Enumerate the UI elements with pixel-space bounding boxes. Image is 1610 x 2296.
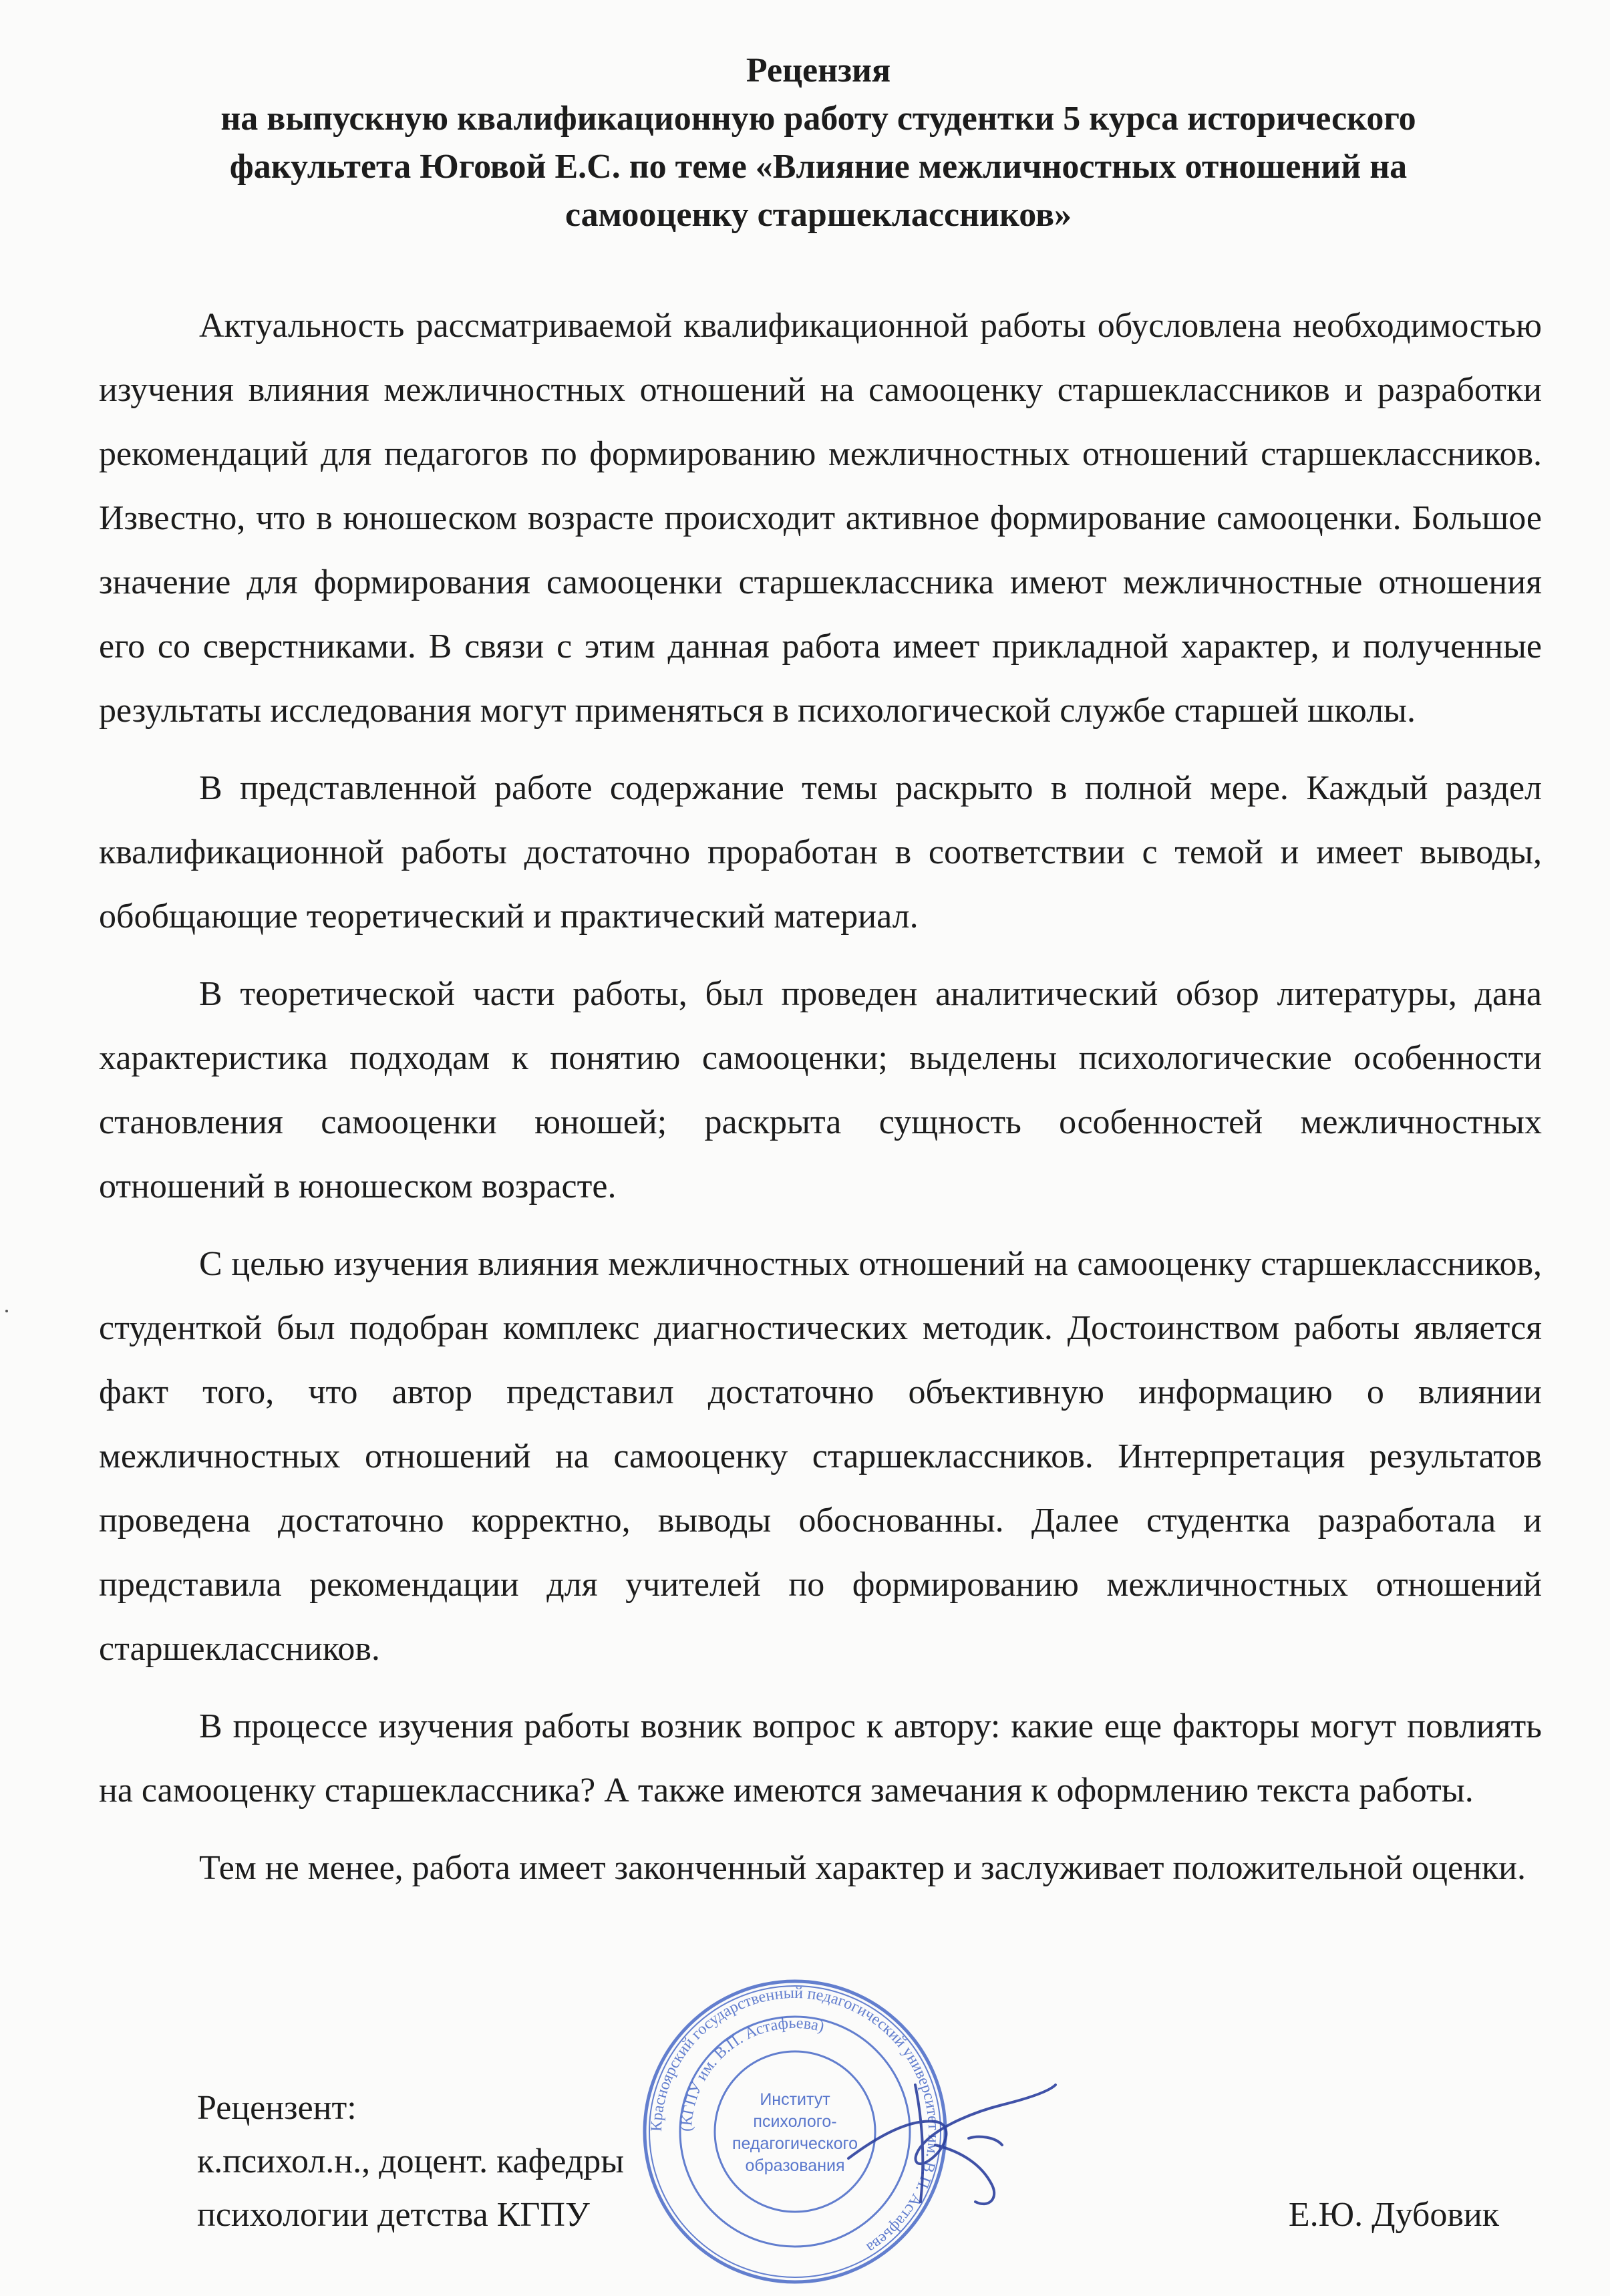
handwritten-signature — [835, 2058, 1062, 2218]
reviewer-department: психологии детства КГПУ — [197, 2196, 590, 2234]
reviewer-block — [197, 2082, 624, 2242]
reviewer-label: Рецензент: — [197, 2089, 357, 2127]
stamp-center-line-1: Институт — [760, 2090, 830, 2109]
stamp-center-line-4: образования — [745, 2156, 845, 2175]
paragraph-conclusion: Тем не менее, работа имеет законченный характер и заслуживает положительной оценки. — [199, 1849, 1526, 1887]
paragraph-content: В представленной работе содержание темы раскрыто в полной мере. Каждый раздел квалификационной работы достаточно проработан в соответствии с темой и имеет выводы, обобщающие теоретический и практический материал. — [99, 769, 1542, 936]
paragraph-research: С целью изучения влияния межличностных отношений на самооценку старшеклассников, студенткой был подобран комплекс диагностических методик. Достоинством работы является факт того, что автор представил достаточно объективную информацию о влиянии межличностных отношений на самооценку старшеклассников. Интерпретация результатов проведена достаточно корректно, выводы обоснованны. Далее студентка разработала и представила рекомендации для учителей по формированию межличностных отношений старшеклассников. — [99, 1245, 1542, 1668]
paragraph-theory: В теоретической части работы, был проведен аналитический обзор литературы, дана характеристика подходам к понятию самооценки; выделены психологические особенности становления самооценки юношей; раскрыта сущность особенностей межличностных отношений в юношеском возрасте. — [99, 975, 1542, 1205]
reviewer-name: Е.Ю. Дубовик — [1288, 2196, 1499, 2234]
subtitle-line-3: самооценку старшеклассников» — [565, 196, 1072, 234]
stamp-center-line-2: психолого- — [753, 2112, 837, 2131]
stamp-inner-text: (КГПУ им. В.П. Астафьева) — [677, 2014, 826, 2132]
subtitle-line-1: на выпускную квалификационную работу студентки 5 курса исторического — [220, 100, 1416, 138]
scan-dot — [5, 1310, 8, 1312]
subtitle-line-2: факультета Юговой Е.С. по теме «Влияние межличностных отношений на — [229, 148, 1408, 186]
stamp-center-line-3: педагогического — [732, 2134, 858, 2153]
document-title: Рецензия — [746, 51, 891, 90]
paragraph-question: В процессе изучения работы возник вопрос к автору: какие еще факторы могут повлиять на самооценку старшеклассника? А также имеются замечания к оформлению текста работы. — [99, 1707, 1542, 1810]
document-header — [100, 47, 1537, 239]
paragraph-relevance: Актуальность рассматриваемой квалификационной работы обусловлена необходимостью изучения влияния межличностных отношений на самооценку старшеклассников и разработки рекомендаций для педагогов по формированию межличностных отношений старшеклассников. Известно, что в юношеском возрасте происходит активное формирование самооценки. Большое значение для формирования самооценки старшеклассника имеют межличностные отношения его со сверстниками. В связи с этим данная работа имеет прикладной характер, и полученные результаты исследования могут применяться в психологической службе старшей школы. — [99, 307, 1542, 730]
reviewer-position: к.психол.н., доцент. кафедры — [197, 2142, 625, 2180]
review-body — [99, 294, 1542, 1900]
stamp-outer-text: Красноярский государственный педагогический университет им. В.П. Астафьева — [647, 1984, 943, 2257]
